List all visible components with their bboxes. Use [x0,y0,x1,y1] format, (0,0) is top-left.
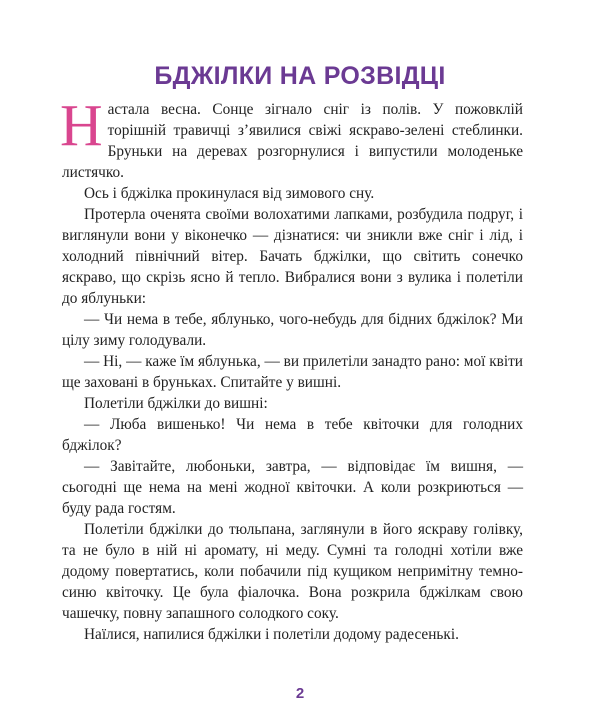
paragraph: — Люба вишенько! Чи нема в тебе квіточки для голодних бджілок? [62,416,523,454]
paragraph: Ось і бджілка прокинулася від зимового сну. [84,185,375,202]
paragraph: Протерла оченята своїми волохатими лапками, розбудила подруг, і виглянули вони у віконечко — дізнатися: чи зникли вже сніг і лід, і холодний північний вітер. Бачать бджілки, що світить сонечко яскраво, що скрізь ясно й тепло. Вибралися вони з вулика і полетіли до яблуньки: [62,206,523,307]
story-body [60,92,523,645]
paragraph: Полетіли бджілки до вишні: [84,395,268,412]
paragraph: — Ні, — каже їм яблунька, — ви прилетіли занадто рано: мої квіти ще заховані в бруньках. Спитайте у вишні. [62,353,523,391]
paragraph: — Завітайте, любоньки, завтра, — відповідає їм вишня, — сьогодні ще нема на мені жодної квіточки. А коли розкриються — буду рада гостям. [62,458,523,517]
first-paragraph [60,92,523,183]
story-title: БДЖІЛКИ НА РОЗВІДЦІ [154,62,446,90]
paragraph: Наїлися, напилися бджілки і полетіли додому радесенькі. [84,626,459,643]
paragraph: Полетіли бджілки до тюльпана, заглянули в його яскраву голівку, та не було в ній ні аромату, ні меду. Сумні та голодні хотіли вже додому повертатись, коли побачили під кущиком непримітну темно-синю квіточку. Це була фіалочка. Вона розкрила бджілкам свою чашечку, повну запашного солодкого соку. [62,521,523,622]
first-paragraph-text: астала весна. Сонце зігнало сніг із полів. У пожовклій торішній травичці з’явилися свіжі яскраво-зелені стеблинки. Бруньки на деревах розгорнулися і випустили молоденьке листячко. [62,101,523,181]
paragraph: — Чи нема в тебе, яблунько, чого-небудь для бідних бджілок? Ми цілу зиму голодували. [62,311,523,349]
drop-cap: Н [60,92,103,158]
page-number: 2 [295,685,305,702]
